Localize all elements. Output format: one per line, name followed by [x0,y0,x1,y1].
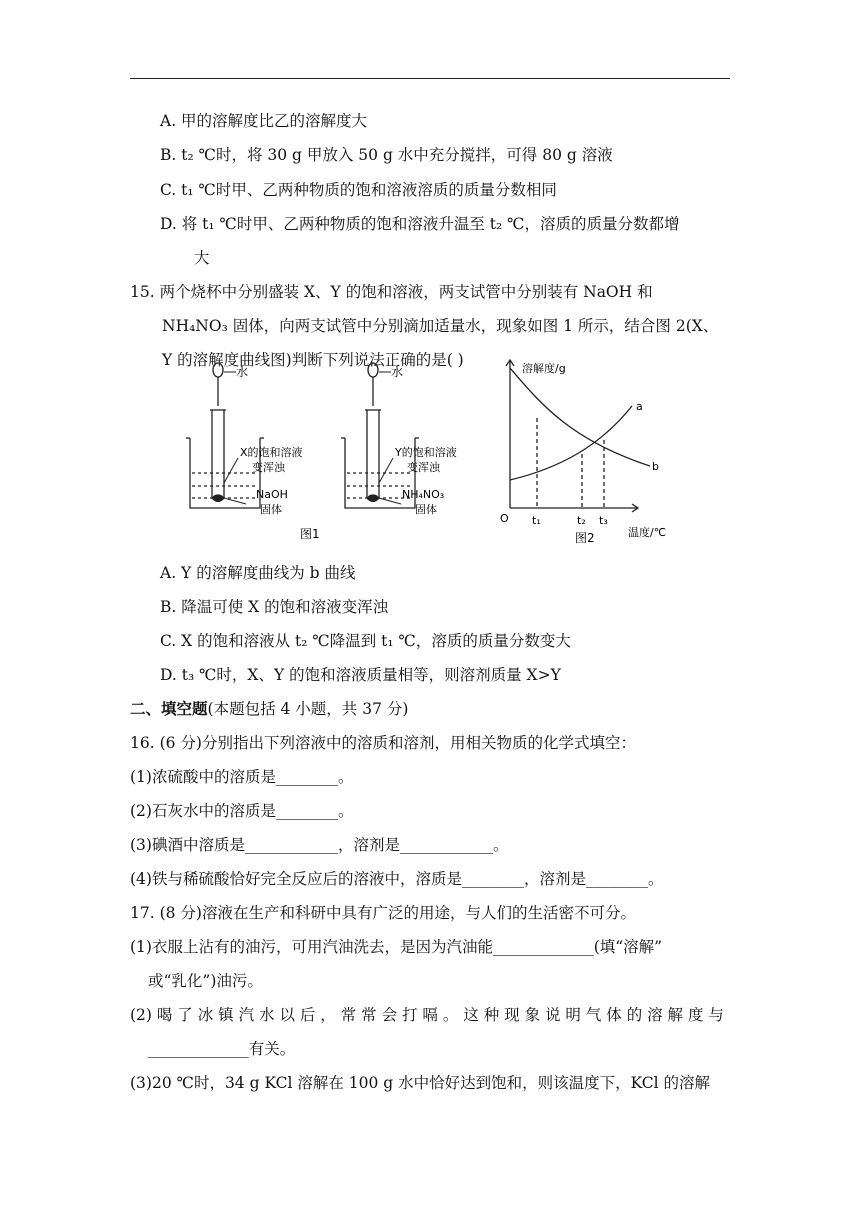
q14-option-d-cont: 大 [194,249,210,267]
curve-a [510,406,632,480]
curve-b [510,368,650,466]
curve-b-label: b [652,460,659,473]
solid-right [368,495,378,501]
solution-label-right-2: 变浑浊 [407,461,440,474]
figure2-xlabel: 温度/℃ [628,526,667,539]
q14-option-a: A. 甲的溶解度比乙的溶解度大 [160,112,368,130]
q16-stem: 16. (6 分)分别指出下列溶液中的溶质和溶剂，用相关物质的化学式填空： [130,734,636,752]
q14-option-b: B. t₂ ℃时，将 30 g 甲放入 50 g 水中充分搅拌，可得 80 g 溶液 [160,146,613,164]
figure2-caption: 图2 [575,531,595,545]
section-note: (本题包括 4 小题，共 37 分) [207,700,409,718]
q17-part3: (3)20 ℃时，34 g KCl 溶解在 100 g 水中恰好达到饱和，则该温度下，KCl 的溶解 [130,1074,711,1092]
solid-label-left: NaOH [256,488,288,501]
q16-part1: (1)浓硫酸中的溶质是________。 [130,768,354,786]
figure1-caption: 图1 [300,527,320,541]
q15-stem-line3: Y 的溶解度曲线图)判断下列说法正确的是( ) [162,351,464,369]
q17-part2-cont: _____________有关。 [148,1040,296,1058]
figure2-ylabel: 溶解度/g [522,362,566,375]
section-title: 二、填空题 [130,699,208,718]
section-heading [130,699,408,719]
curve-a-label: a [636,400,643,413]
q17-part2: (2) 喝 了 冰 镇 汽 水 以 后 ， 常 常 会 打 嗝 。 这 种 现 象 说 明 气 体 的 溶 解 度 与 [130,1006,724,1024]
tick-t3: t₃ [599,514,608,527]
q15-option-d: D. t₃ ℃时，X、Y 的饱和溶液质量相等，则溶剂质量 X>Y [160,666,561,684]
solid-label-right-2: 固体 [415,503,437,516]
water-label-right: 水 [391,365,404,379]
q14-option-d: D. 将 t₁ ℃时甲、乙两种物质的饱和溶液升温至 t₂ ℃，溶质的质量分数都增 [160,215,680,233]
solution-label-right: Y的饱和溶液 [395,446,457,459]
q16-part4: (4)铁与稀硫酸恰好完全反应后的溶液中，溶质是________，溶剂是________。 [130,870,664,888]
header-rule [130,78,730,79]
figure2-plot [506,360,650,512]
q15-option-c: C. X 的饱和溶液从 t₂ ℃降温到 t₁ ℃，溶质的质量分数变大 [160,632,571,650]
dropper-bulb-left [213,363,223,377]
tick-t2: t₂ [577,514,586,527]
figure1-left [186,363,264,508]
solid-label-right: NH₄NO₃ [402,488,445,501]
figure1-right [341,363,419,508]
q14-option-c: C. t₁ ℃时甲、乙两种物质的饱和溶液溶质的质量分数相同 [160,181,557,199]
q17-part1: (1)衣服上沾有的油污，可用汽油洗去，是因为汽油能_____________(填“溶解” [130,938,663,956]
figure-svg [180,358,690,548]
dropper-bulb-right [368,363,378,377]
figures [180,358,690,548]
q16-part2: (2)石灰水中的溶质是________。 [130,802,354,820]
tick-t1: t₁ [532,514,541,527]
q15-stem-line2: NH₄NO₃ 固体，向两支试管中分别滴加适量水，现象如图 1 所示，结合图 2(X、 [162,317,719,335]
q15-stem: 15. 两个烧杯中分别盛装 X、Y 的饱和溶液，两支试管中分别装有 NaOH 和 [130,283,653,301]
solution-label-left: X的饱和溶液 [240,446,303,459]
figure2-origin: O [500,512,509,525]
q17-part1-cont: 或“乳化”)油污。 [148,972,263,990]
solution-label-left-2: 变浑浊 [252,461,285,474]
q15-option-a: A. Y 的溶解度曲线为 b 曲线 [160,564,356,582]
solid-left [213,495,223,501]
q16-part3: (3)碘酒中溶质是____________，溶剂是____________。 [130,836,509,854]
water-label-left: 水 [236,365,249,379]
solid-label-left-2: 固体 [260,503,282,516]
q15-option-b: B. 降温可使 X 的饱和溶液变浑浊 [160,598,389,616]
q17-stem: 17. (8 分)溶液在生产和科研中具有广泛的用途，与人们的生活密不可分。 [130,904,636,922]
